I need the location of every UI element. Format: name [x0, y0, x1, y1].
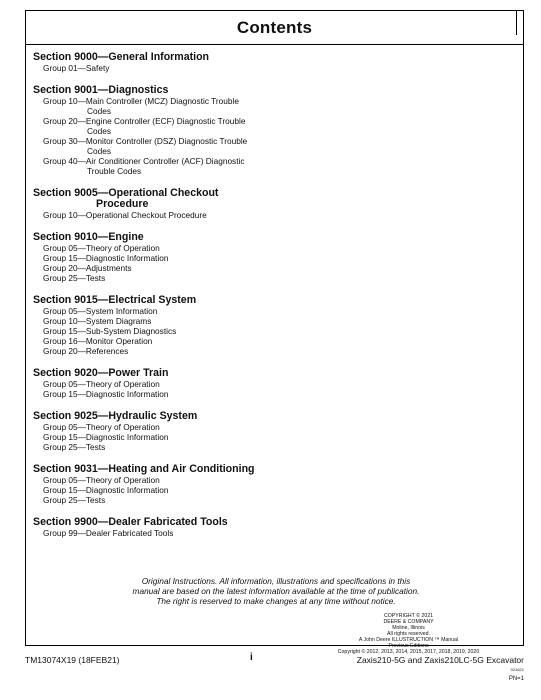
group-entry[interactable] — [33, 316, 493, 326]
notice-line: The right is reserved to make changes at any time without notice. — [156, 596, 396, 606]
section-title[interactable] — [33, 232, 493, 243]
group-entry-line: Codes — [87, 106, 111, 116]
group-entry[interactable] — [33, 96, 493, 116]
group-entry[interactable] — [33, 422, 493, 432]
copyright-line: DEERE & COMPANY — [383, 619, 434, 625]
page-title: Contents — [236, 17, 313, 37]
page-number: i — [250, 652, 253, 663]
copyright-line: Moline, Illinois — [392, 625, 425, 631]
page-frame — [25, 10, 524, 655]
group-entry-line: Group 30—Monitor Controller (DSZ) Diagnostic Trouble — [43, 136, 248, 146]
group-entry[interactable] — [33, 263, 493, 273]
group-entry-line: Group 20—References — [43, 346, 129, 356]
page-pn: PN=1 — [508, 676, 524, 682]
group-entry-line: Group 05—Theory of Operation — [43, 243, 160, 253]
group-entry-line: Group 20—Engine Controller (ECF) Diagnostic Trouble — [43, 116, 246, 126]
group-entry-line: Group 10—Main Controller (MCZ) Diagnostic Trouble — [43, 96, 239, 106]
group-entry-line: Group 16—Monitor Operation — [43, 336, 153, 346]
group-entry-line: Group 05—Theory of Operation — [43, 379, 160, 389]
section-title-line: Section 9025—Hydraulic System — [33, 410, 198, 422]
section-title[interactable] — [33, 411, 493, 422]
section-title-line: Section 9000—General Information — [33, 51, 210, 63]
section-title-line: Section 9010—Engine — [33, 231, 144, 243]
group-entry-line: Group 15—Diagnostic Information — [43, 389, 169, 399]
toc-section — [33, 295, 493, 356]
section-title[interactable] — [33, 52, 493, 63]
group-entry-line: Group 05—Theory of Operation — [43, 422, 160, 432]
section-title[interactable] — [33, 368, 493, 379]
group-entry-line: Trouble Codes — [87, 166, 142, 176]
group-entry-line: Group 40—Air Conditioner Controller (ACF) Diagnostic — [43, 156, 245, 166]
group-entry-line: Group 20—Adjustments — [43, 263, 132, 273]
group-entry[interactable] — [33, 306, 493, 316]
toc-section — [33, 52, 493, 73]
section-title-line: Section 9001—Diagnostics — [33, 84, 169, 96]
toc-section — [33, 85, 493, 176]
group-entry[interactable] — [33, 63, 493, 73]
toc-section — [33, 188, 493, 220]
group-entry-line: Group 05—Theory of Operation — [43, 475, 160, 485]
original-instructions-notice — [86, 576, 466, 606]
copyright-line: Previous Editions — [388, 643, 429, 649]
group-entry[interactable] — [33, 442, 493, 452]
copyright-line: COPYRIGHT © 2021 — [384, 613, 433, 619]
group-entry-line: Group 15—Sub-System Diagnostics — [43, 326, 177, 336]
group-entry-line: Group 15—Diagnostic Information — [43, 432, 169, 442]
group-entry[interactable] — [33, 243, 493, 253]
title-bar — [26, 11, 523, 45]
copyright-line: A John Deere ILLUSTRUCTION ™ Manual — [358, 637, 459, 643]
group-entry[interactable] — [33, 432, 493, 442]
footer-code: 021621 — [510, 667, 524, 672]
group-entry-line: Group 25—Tests — [43, 273, 106, 283]
group-entry-line: Group 15—Diagnostic Information — [43, 485, 169, 495]
group-entry[interactable] — [33, 379, 493, 389]
copyright-line: All rights reserved. — [387, 631, 430, 637]
group-entry-line: Group 25—Tests — [43, 442, 106, 452]
group-entry[interactable] — [33, 485, 493, 495]
section-title-line: Section 9020—Power Train — [33, 367, 169, 379]
group-entry[interactable] — [33, 116, 493, 136]
copyright-block — [326, 613, 491, 655]
corner-tick — [516, 11, 517, 35]
group-entry[interactable] — [33, 528, 493, 538]
group-entry[interactable] — [33, 253, 493, 263]
group-entry-line: Group 05—System Information — [43, 306, 158, 316]
group-entry-line: Codes — [87, 126, 111, 136]
section-title[interactable] — [33, 85, 493, 96]
section-title[interactable] — [33, 464, 493, 475]
section-title-line: Section 9900—Dealer Fabricated Tools — [33, 516, 228, 528]
machine-model: Zaxis210-5G and Zaxis210LC-5G Excavator — [356, 655, 524, 665]
group-entry-line: Group 10—System Diagrams — [43, 316, 152, 326]
group-entry[interactable] — [33, 136, 493, 156]
toc-section — [33, 411, 493, 452]
group-entry-line: Group 99—Dealer Fabricated Tools — [43, 528, 174, 538]
group-entry[interactable] — [33, 273, 493, 283]
group-entry[interactable] — [33, 389, 493, 399]
section-title-line: Section 9005—Operational Checkout — [33, 187, 219, 199]
group-entry-line: Group 25—Tests — [43, 495, 106, 505]
section-title-line: Section 9015—Electrical System — [33, 294, 197, 306]
section-title[interactable] — [33, 188, 493, 210]
group-entry-line: Group 10—Operational Checkout Procedure — [43, 210, 207, 220]
section-title[interactable] — [33, 295, 493, 306]
manual-number: TM13074X19 (18FEB21) — [25, 655, 120, 665]
group-entry[interactable] — [33, 210, 493, 220]
notice-line: Original Instructions. All information, illustrations and specifications in this — [141, 576, 411, 586]
copyright-line: Copyright © 2012, 2013, 2014, 2015, 2017, 2018, 2019, 2020 — [337, 649, 480, 655]
toc-section — [33, 517, 493, 538]
toc-section — [33, 464, 493, 505]
section-title-line: Section 9031—Heating and Air Conditioning — [33, 463, 255, 475]
group-entry-line: Group 01—Safety — [43, 63, 110, 73]
section-title[interactable] — [33, 517, 493, 528]
notice-line: manual are based on the latest information available at the time of publication. — [132, 586, 420, 596]
group-entry-line: Codes — [87, 146, 111, 156]
group-entry-line: Group 15—Diagnostic Information — [43, 253, 169, 263]
group-entry[interactable] — [33, 495, 493, 505]
toc-section — [33, 232, 493, 283]
group-entry[interactable] — [33, 475, 493, 485]
section-title-line: Procedure — [96, 198, 149, 210]
group-entry[interactable] — [33, 156, 493, 176]
table-of-contents — [33, 52, 493, 550]
toc-section — [33, 368, 493, 399]
group-entry[interactable] — [33, 346, 493, 356]
group-entry[interactable] — [33, 326, 493, 336]
group-entry[interactable] — [33, 336, 493, 346]
